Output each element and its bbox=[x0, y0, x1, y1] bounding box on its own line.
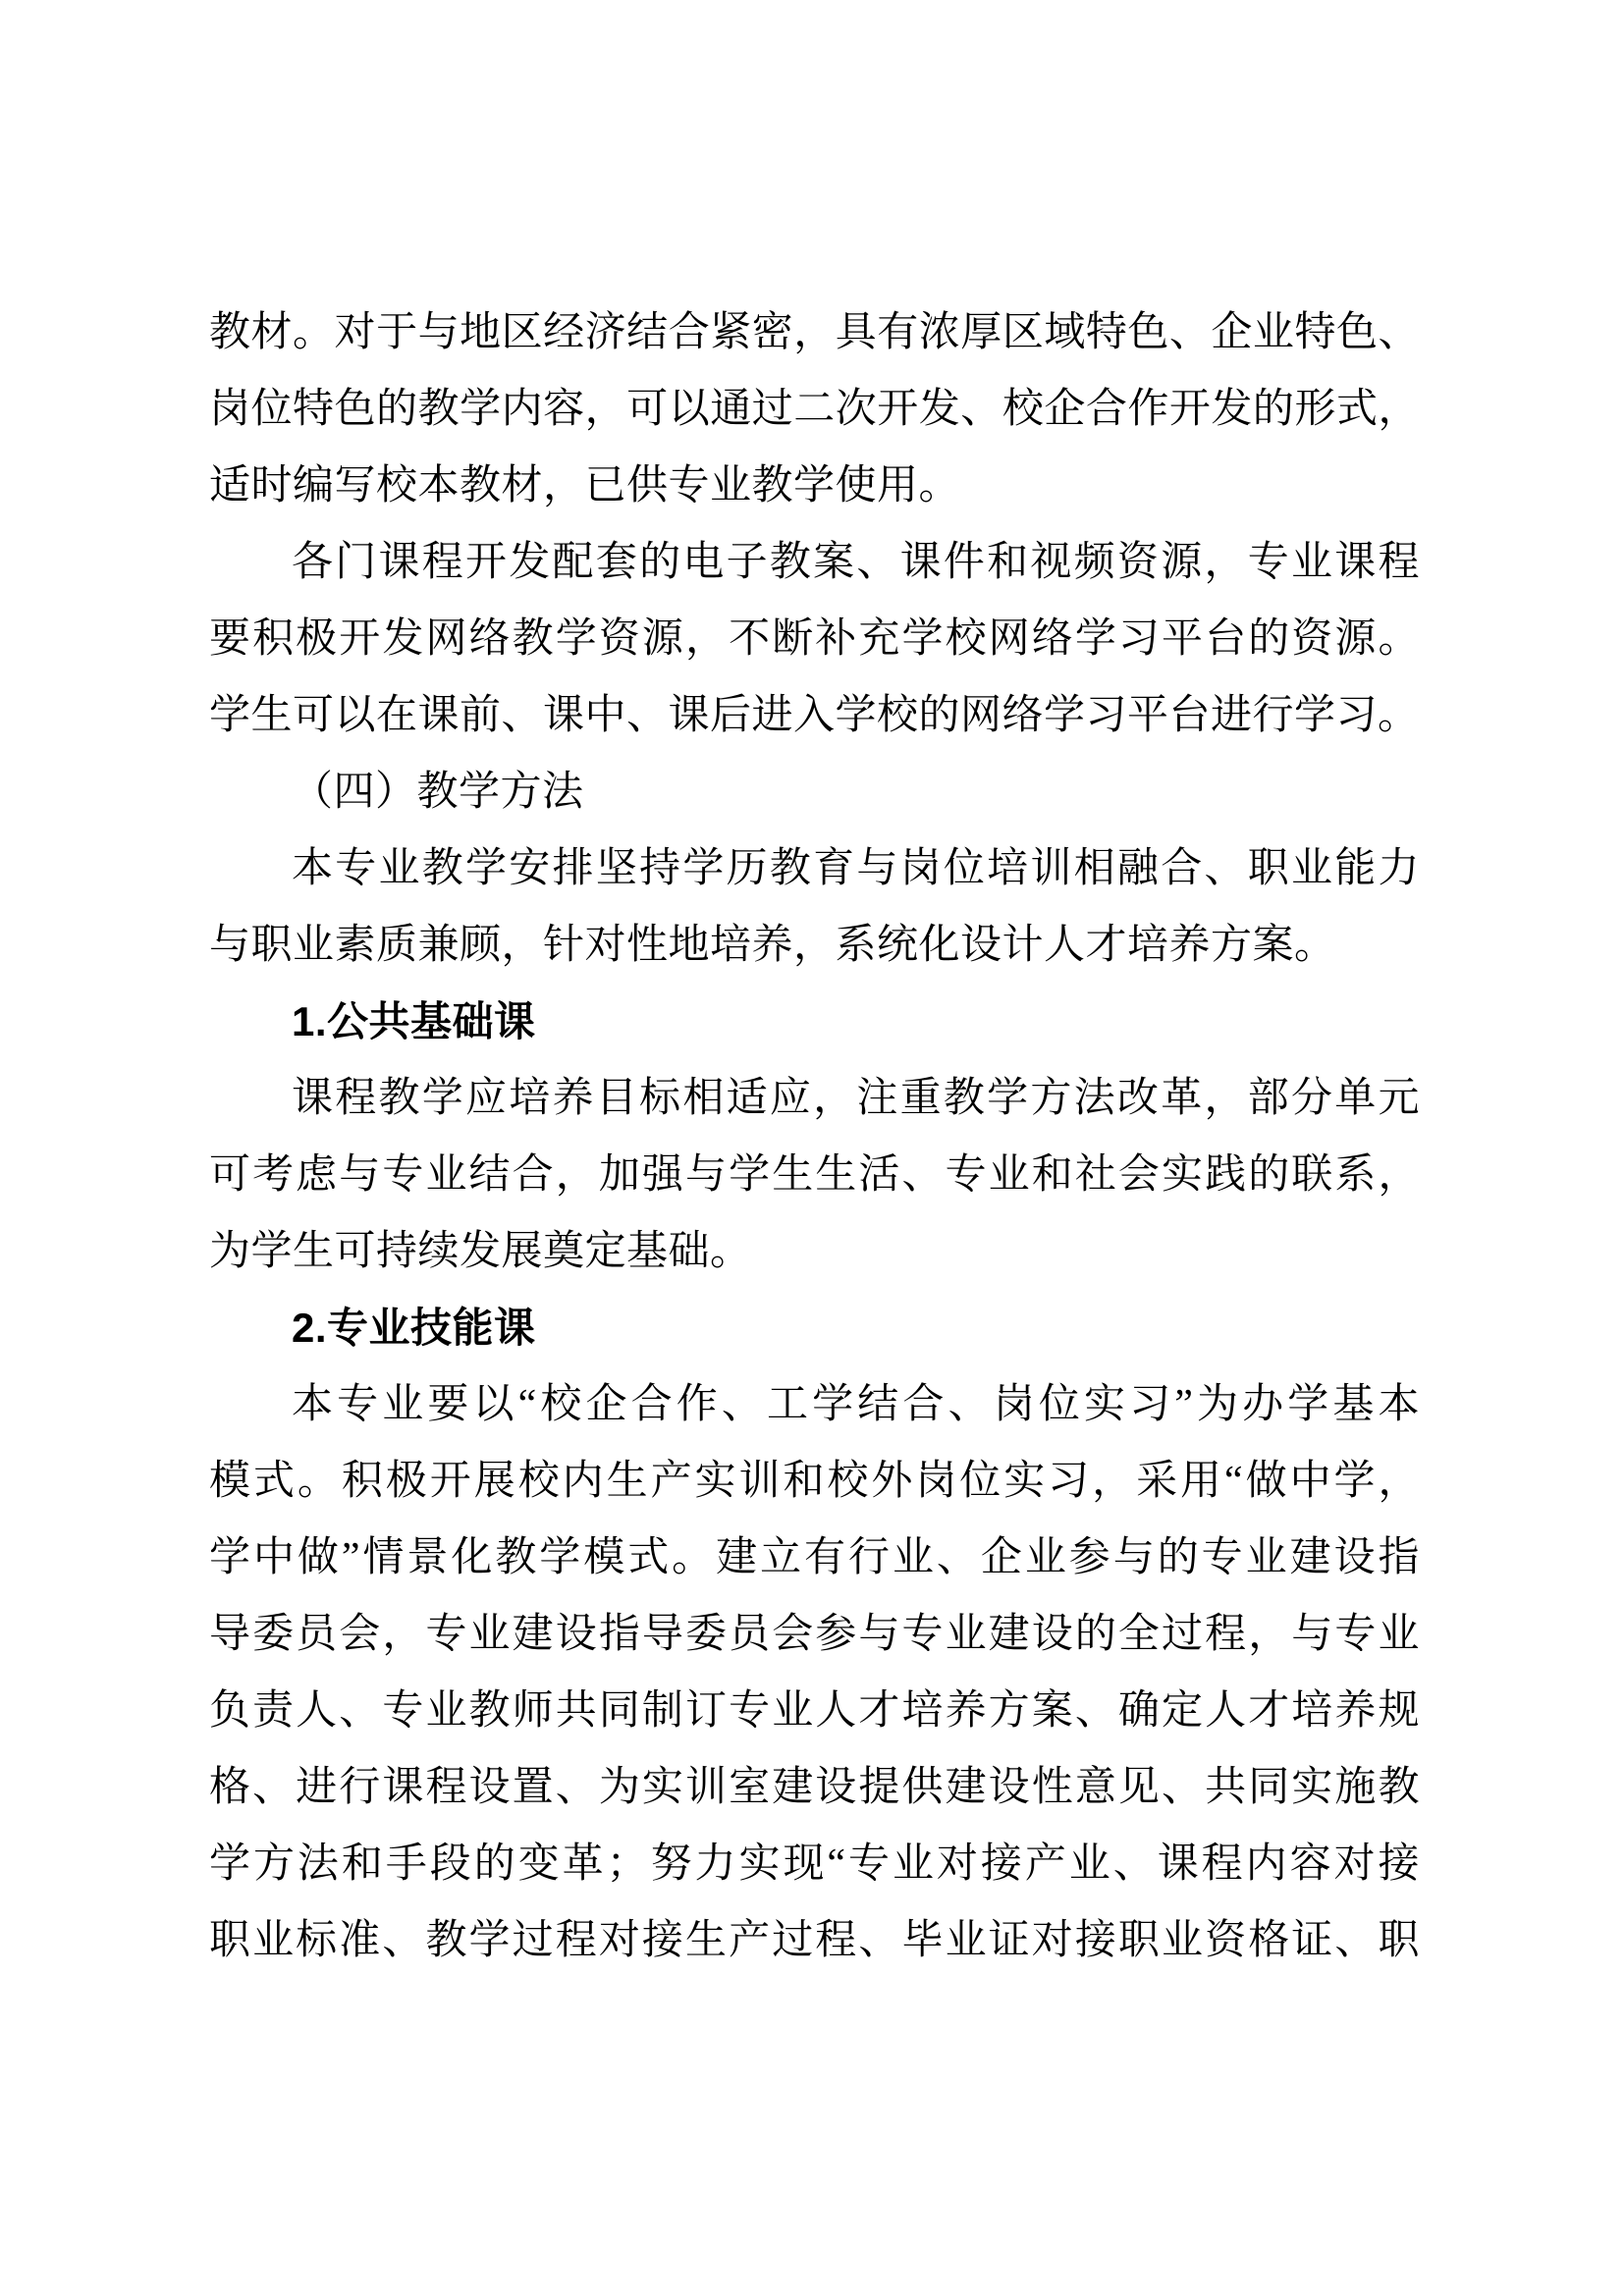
text-line: 教材。对于与地区经济结合紧密，具有浓厚区域特色、企业特色、 bbox=[209, 310, 1420, 355]
text-line: 课程教学应培养目标相适应，注重教学方法改革，部分单元 bbox=[292, 1076, 1420, 1121]
text-line: 职业标准、教学过程对接生产过程、毕业证对接职业资格证、职 bbox=[209, 1918, 1420, 1963]
text-line: 岗位特色的教学内容，可以通过二次开发、校企合作开发的形式， bbox=[209, 387, 1420, 432]
text-line: 可考虑与专业结合，加强与学生生活、专业和社会实践的联系， bbox=[209, 1152, 1420, 1198]
text-line: 导委员会，专业建设指导委员会参与专业建设的全过程，与专业 bbox=[209, 1612, 1420, 1657]
text-line: 负责人、专业教师共同制订专业人才培养方案、确定人才培养规 bbox=[209, 1688, 1420, 1734]
text-line: 本专业要以“校企合作、工学结合、岗位实习”为办学基本 bbox=[292, 1382, 1420, 1427]
text-line: 各门课程开发配套的电子教案、课件和视频资源，专业课程 bbox=[292, 540, 1420, 585]
subheading-professional-skills-courses: 2.专业技能课 bbox=[292, 1305, 536, 1351]
text-line: 学中做”情景化教学模式。建立有行业、企业参与的专业建设指 bbox=[209, 1535, 1420, 1580]
text-line: 适时编写校本教材，已供专业教学使用。 bbox=[209, 463, 961, 508]
text-line: 为学生可持续发展奠定基础。 bbox=[209, 1229, 752, 1274]
text-line: 与职业素质兼顾，针对性地培养，系统化设计人才培养方案。 bbox=[209, 923, 1336, 968]
text-line: 学生可以在课前、课中、课后进入学校的网络学习平台进行学习。 bbox=[209, 693, 1420, 738]
subheading-public-basic-courses: 1.公共基础课 bbox=[292, 998, 536, 1044]
text-line: 要积极开发网络教学资源，不断补充学校网络学习平台的资源。 bbox=[209, 616, 1420, 662]
text-line: 学方法和手段的变革；努力实现“专业对接产业、课程内容对接 bbox=[209, 1842, 1420, 1887]
text-line: 本专业教学安排坚持学历教育与岗位培训相融合、职业能力 bbox=[292, 846, 1420, 891]
text-line: 格、进行课程设置、为实训室建设提供建设性意见、共同实施教 bbox=[209, 1765, 1420, 1810]
text-line: 模式。积极开展校内生产实训和校外岗位实习，采用“做中学， bbox=[209, 1459, 1420, 1504]
section-heading-teaching-methods: （四）教学方法 bbox=[292, 770, 584, 815]
